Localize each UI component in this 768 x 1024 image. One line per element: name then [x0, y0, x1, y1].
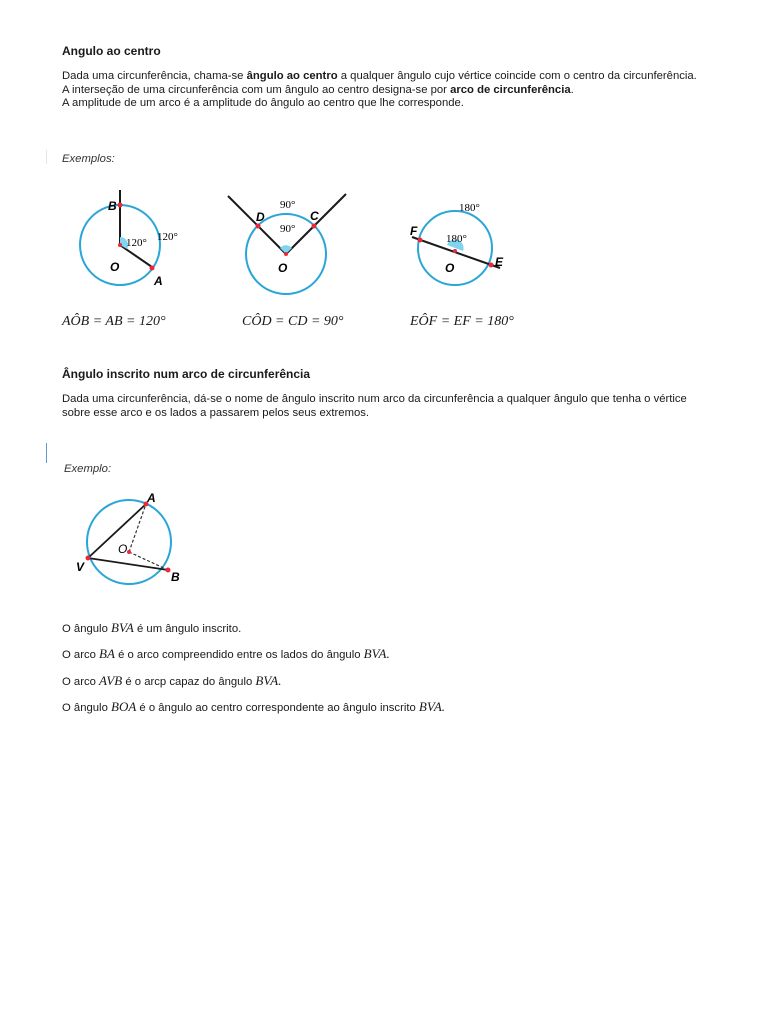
formula-180: EÔF = EF = 180°: [410, 314, 514, 329]
point-v: [86, 556, 91, 561]
label-f: F: [410, 224, 418, 238]
statement-line-2: O arco BA é o arco compreendido entre os lados do ângulo BVA.: [62, 646, 390, 661]
point-b: [118, 203, 123, 208]
point-e: [489, 263, 494, 268]
side-marker: [46, 150, 47, 164]
label-o: O: [118, 542, 128, 556]
label-c: C: [310, 209, 319, 223]
definition-line-2: A interseção de uma circunferência com um ângulo ao centro designa-se por arco de circunferência.: [62, 83, 574, 96]
label-a: A: [154, 274, 163, 288]
angle-value-inner: 90°: [280, 223, 296, 235]
definition-line-1: Dada uma circunferência, chama-se ângulo ao centro a qualquer ângulo cujo vértice coincide com o centro da circunferência.: [62, 70, 697, 82]
point-o: [127, 550, 131, 554]
inscribed-definition-line-1: Dada uma circunferência, dá-se o nome de ângulo inscrito num arco da circunferência a qualquer ângulo que tenha o vértice: [62, 393, 687, 405]
definition-paragraph: [62, 70, 742, 111]
formula-90: CÔD = CD = 90°: [242, 314, 344, 329]
point-c: [312, 224, 317, 229]
label-b: B: [108, 199, 117, 213]
angle-value-inner: 180°: [446, 233, 467, 245]
point-d: [256, 224, 261, 229]
statement-line-3: O arco AVB é o arcp capaz do ângulo BVA.: [62, 673, 282, 688]
inscribed-definition: [62, 393, 752, 420]
arc-value-outer: 120°: [157, 231, 178, 243]
point-o: [118, 243, 122, 247]
point-b: [166, 568, 171, 573]
label-v: V: [76, 560, 85, 574]
examples-label: Exemplos:: [62, 153, 115, 165]
formula-120: AÔB = AB = 120°: [62, 314, 166, 329]
statement-line-1: O ângulo BVA é um ângulo inscrito.: [62, 620, 242, 635]
label-e: E: [495, 255, 504, 269]
figure-central-angle-120: [60, 185, 210, 295]
definition-line-3: A amplitude de um arco é a amplitude do ângulo ao centro que lhe corresponde.: [62, 97, 464, 109]
figure-central-angle-90: [222, 190, 352, 300]
example-label: Exemplo:: [64, 463, 112, 475]
side-va: [88, 504, 146, 558]
label-o: O: [110, 260, 120, 274]
arc-value-outer: 180°: [459, 202, 480, 214]
circle: [87, 500, 171, 584]
point-a: [150, 266, 155, 271]
statement-line-4: O ângulo BOA é o ângulo ao centro correspondente ao ângulo inscrito BVA.: [62, 699, 446, 714]
label-o: O: [278, 261, 288, 275]
label-a: A: [147, 491, 156, 505]
point-o: [453, 249, 457, 253]
side-vb: [88, 558, 168, 570]
angle-value-inner: 120°: [126, 237, 147, 249]
section-title-central-angle: Angulo ao centro: [62, 44, 161, 58]
label-b: B: [171, 570, 180, 584]
label-d: D: [256, 210, 265, 224]
figure-inscribed-angle: [72, 490, 187, 590]
figure-central-angle-180: [400, 195, 520, 300]
text-cursor: [46, 443, 47, 463]
inscribed-definition-line-2: sobre esse arco e os lados a passarem pelos seus extremos.: [62, 406, 370, 419]
arc-value-outer: 90°: [280, 199, 296, 211]
section-title-inscribed-angle: Ângulo inscrito num arco de circunferência: [62, 367, 311, 381]
point-o: [284, 252, 288, 256]
label-o: O: [445, 261, 455, 275]
point-f: [418, 238, 423, 243]
